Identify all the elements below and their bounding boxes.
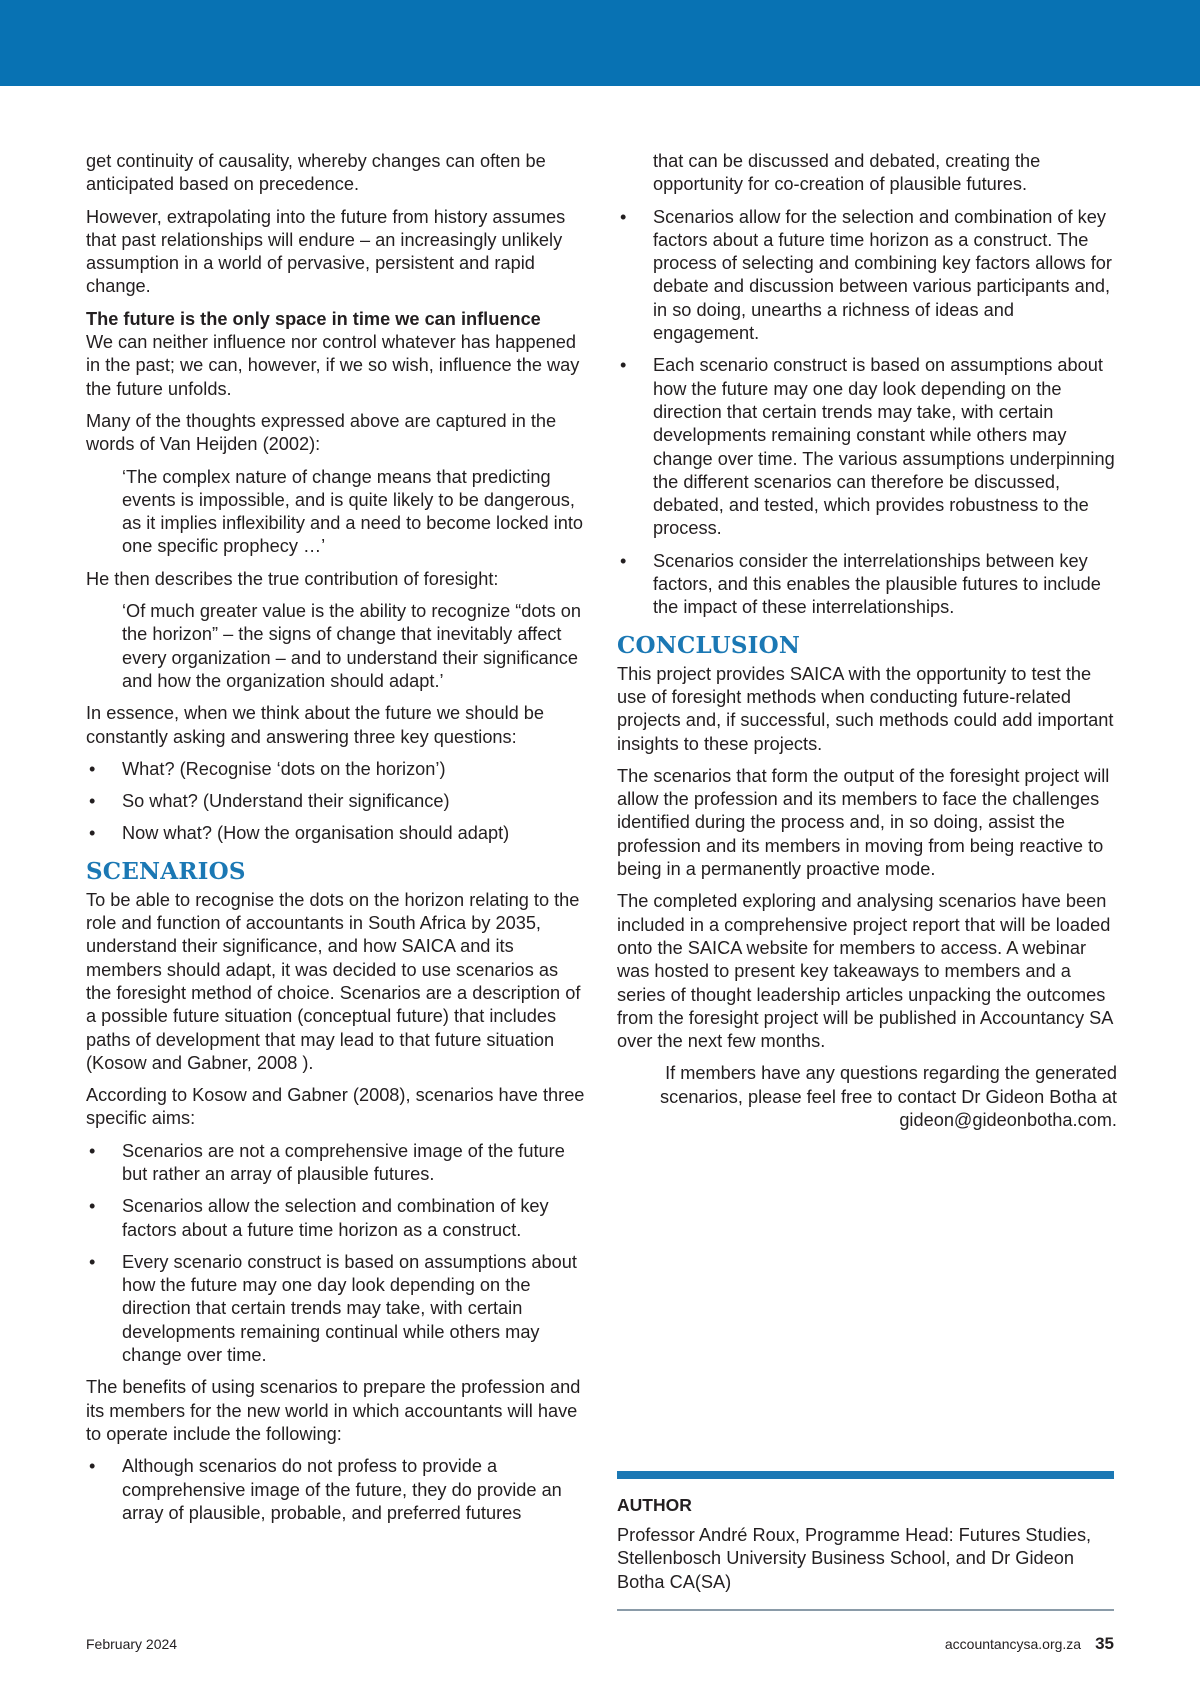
paragraph-text: We can neither influence nor control whatever has happened in the past; we can, however, if we so wish, influence the way the future unfolds.: [86, 332, 580, 399]
scenarios-heading: SCENARIOS: [86, 857, 246, 885]
paragraph: To be able to recognise the dots on the horizon relating to the role and function of accountants in South Africa by 2035, understand their significance, and how SAICA and its members should adapt, it was decided to use scenarios as the foresight method of choice. Scenarios are a description of a possible future situation (conceptual future) that includes paths of development that may lead to that future situation (Kosow and Gabner, 2008 ).: [86, 889, 581, 1073]
paragraph: According to Kosow and Gabner (2008), scenarios have three specific aims:: [86, 1085, 585, 1129]
paragraph: get continuity of causality, whereby changes can often be anticipated based on precedence.: [86, 151, 546, 195]
paragraph: However, extrapolating into the future from history assumes that past relationships will endure – an increasingly unlikely assumption in a world of pervasive, persistent and rapid change.: [86, 206, 566, 297]
subheading: The future is the only space in time we can influence: [86, 308, 541, 329]
author-text: Professor André Roux, Programme Head: Futures Studies, Stellenbosch University Business School, and Dr Gideon Botha CA(SA): [617, 1525, 1092, 1592]
aims-list: [86, 1140, 586, 1368]
footer-site: accountancysa.org.za: [944, 1636, 1082, 1652]
block-quote: ‘Of much greater value is the ability to recognize “dots on the horizon” – the signs of change that inevitably affect every organization – and to understand their significance and how the organization should adapt.’: [122, 601, 581, 691]
header-banner: [0, 0, 1200, 86]
block-quote: ‘The complex nature of change means that predicting events is impossible, and is quite likely to be dangerous, as it implies inflexibility and a need to become locked into one specific prophecy …’: [122, 466, 584, 557]
list-item: • Although scenarios do not profess to provide a comprehensive image of the future, they do provide an array of plausible, probable, and preferred futures: [86, 1455, 586, 1525]
footer-right: [945, 1634, 1114, 1654]
paragraph: The completed exploring and analysing scenarios have been included in a comprehensive project report that will be loaded onto the SAICA website for members to access. A webinar was hosted to present key takeaways to members and a series of thought leadership articles unpacking the outcomes from the foresight project will be published in Accountancy SA over the next few months.: [617, 891, 1113, 1052]
list-item: • Scenarios are not a comprehensive image of the future but rather an array of plausible futures.: [86, 1140, 586, 1187]
paragraph: Many of the thoughts expressed above are captured in the words of Van Heijden (2002):: [86, 410, 557, 455]
list-item-continued: that can be discussed and debated, creating the opportunity for co-creation of plausible futures.: [653, 151, 1041, 195]
questions-list: [86, 758, 586, 846]
author-bottom-rule: [617, 1609, 1114, 1611]
list-item: • Every scenario construct is based on assumptions about how the future may one day look depending on the direction that certain trends may take, with certain developments remaining continual while others may change over time.: [86, 1251, 586, 1367]
benefits-list-continued: [617, 150, 1117, 620]
paragraph: In essence, when we think about the future we should be constantly asking and answering three key questions:: [86, 703, 545, 747]
right-column: [617, 150, 1117, 1141]
author-divider: [617, 1471, 1114, 1479]
paragraph: [86, 308, 586, 401]
list-item: • So what? (Understand their significance): [86, 790, 586, 813]
footer-date: February 2024: [86, 1636, 178, 1652]
list-item: • Scenarios allow for the selection and combination of key factors about a future time horizon as a construct. The process of selecting and combining key factors allows for debate and discussion between various participants and, in so doing, unearths a richness of ideas and engagement.: [617, 206, 1117, 346]
contact-paragraph: If members have any questions regarding the generated scenarios, please feel free to contact Dr Gideon Botha at gideon@gideonbotha.com.: [660, 1063, 1117, 1130]
paragraph: The scenarios that form the output of the foresight project will allow the profession and its members to face the challenges identified during the process and, in so doing, assist the profession and its members in moving from being reactive to being in a permanently proactive mode.: [617, 765, 1110, 880]
conclusion-heading: CONCLUSION: [617, 631, 801, 659]
paragraph: This project provides SAICA with the opportunity to test the use of foresight methods when conducting future-related projects and, if successful, such methods could add important insights to these projects.: [617, 663, 1114, 754]
list-item: • Now what? (How the organisation should adapt): [86, 822, 586, 845]
list-item: • Scenarios allow the selection and combination of key factors about a future time horizon as a construct.: [86, 1195, 586, 1242]
benefits-list: [86, 1455, 586, 1525]
paragraph: He then describes the true contribution of foresight:: [86, 568, 499, 589]
author-title: AUTHOR: [617, 1495, 692, 1515]
list-item: • Each scenario construct is based on assumptions about how the future may one day look depending on the direction that certain trends may take, with certain developments remaining constant while others may change over time. The various assumptions underpinning the different scenarios can therefore be discussed, debated, and tested, which provides robustness to the process.: [617, 354, 1117, 540]
paragraph: The benefits of using scenarios to prepare the profession and its members for the new world in which accountants will have to operate include the following:: [86, 1377, 581, 1444]
list-item: • What? (Recognise ‘dots on the horizon’): [86, 758, 586, 781]
left-column: [86, 150, 586, 1534]
page-number: 35: [1095, 1634, 1114, 1653]
list-item: • Scenarios consider the interrelationships between key factors, and this enables the plausible futures to include the impact of these interrelationships.: [617, 550, 1117, 620]
